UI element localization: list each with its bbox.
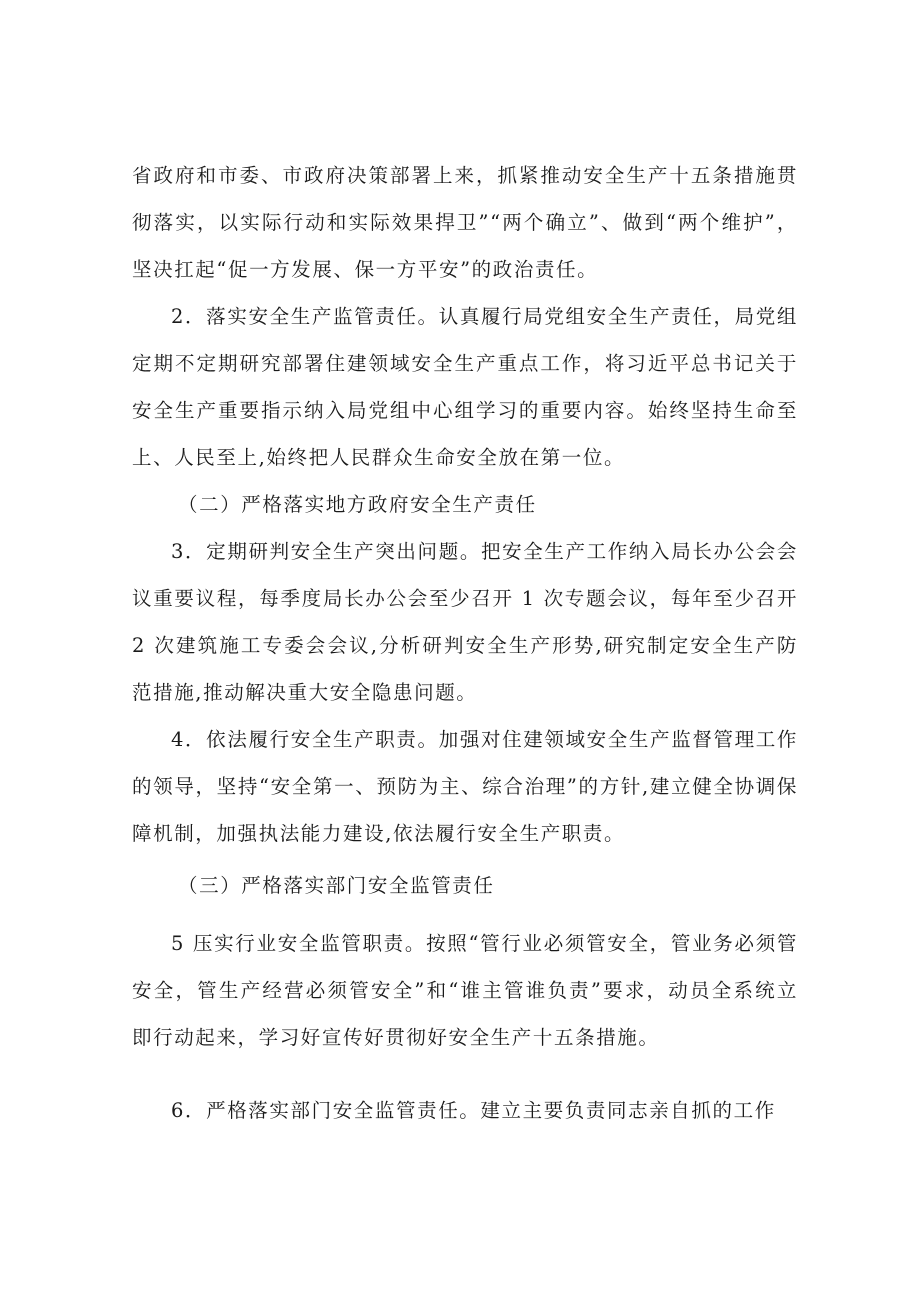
section-heading-3: （三）严格落实部门安全监管责任 xyxy=(178,874,495,897)
paragraph-item-4: 4．依法履行安全生产职责。加强对住建领域安全生产监督管理工作的领导，坚持“安全第一、预防为主、综合治理”的方针,建立健全协调保障机制，加强执法能力建设,依法履行安全生产职责。 xyxy=(132,728,798,845)
paragraph-item-5: 5 压实行业安全监管职责。按照“管行业必须管安全，管业务必须管安全，管生产经营必须管安全”和“谁主管谁负责”要求，动员全系统立即行动起来，学习好宣传好贯彻好安全生产十五条措施。 xyxy=(132,932,798,1049)
paragraph-item-2: 2．落实安全生产监管责任。认真履行局党组安全生产责任，局党组定期不定期研究部署住建领域安全生产重点工作，将习近平总书记关于安全生产重要指示纳入局党组中心组学习的重要内容。始终坚持生命至上、人民至上,始终把人民群众生命安全放在第一位。 xyxy=(132,305,798,469)
paragraph-item-3: 3．定期研判安全生产突出问题。把安全生产工作纳入局长办公会会议重要议程，每季度局长办公会至少召开 1 次专题会议，每年至少召开 2 次建筑施工专委会会议,分析研判安全生产形势,研究制定安全生产防范措施,推动解决重大安全隐患问题。 xyxy=(132,540,798,704)
section-heading-2: （二）严格落实地方政府安全生产责任 xyxy=(178,493,537,516)
paragraph-continuation: 省政府和市委、市政府决策部署上来，抓紧推动安全生产十五条措施贯彻落实，以实际行动和实际效果捍卫”“两个确立”、做到“两个维护”，坚决扛起“促一方发展、保一方平安”的政治责任。 xyxy=(132,164,798,281)
paragraph-item-6: 6．严格落实部门安全监管责任。建立主要负责同志亲自抓的工作 xyxy=(171,1099,776,1122)
